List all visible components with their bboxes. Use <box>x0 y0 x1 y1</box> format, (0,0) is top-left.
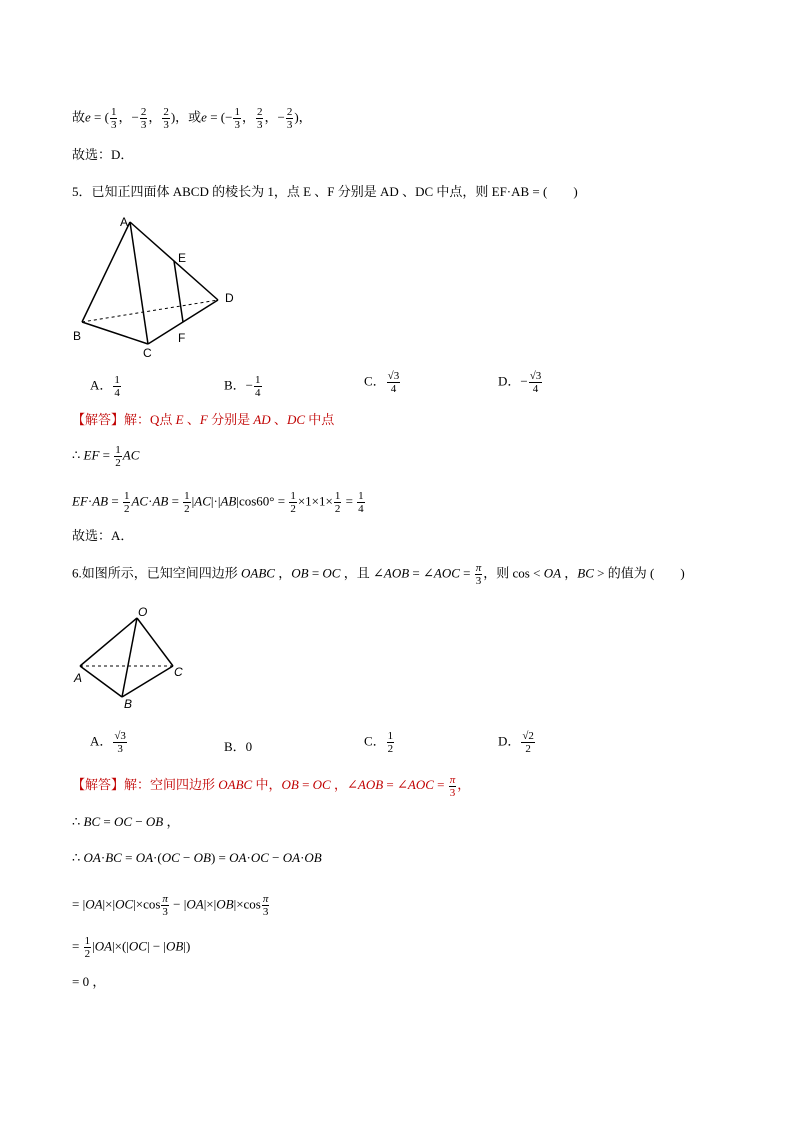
fig6-label-O: O <box>138 605 148 619</box>
q6-solution-step2: ∴ OA·BC = OA·(OC − OB) = OA·OC − OA·OB <box>72 850 322 865</box>
q6-option-b: B．0 <box>224 739 253 754</box>
q6-solution-head: 【解答】解：空间四边形 OABC 中，OB = OC ，∠AOB = ∠AOC = $\frac{\pi}{3}$ ， <box>72 774 471 799</box>
q5-option-d: D．− $\frac{√3}{4}$ <box>498 370 542 395</box>
fig5-label-E: E <box>178 251 187 265</box>
fig6-label-C: C <box>174 665 183 679</box>
fig6-label-A: A <box>74 671 83 685</box>
q5-solution-step1: ∴ EF = $\frac{1}{2}$ AC <box>72 444 140 469</box>
fig6-label-B: B <box>124 697 133 711</box>
question-6: 6.如图所示，已知空间四边形 OABC ，OB = OC ，且 ∠AOB = ∠AOC = $\frac{\pi}{3}$ ，则 cos < OA ，BC > 的值为 ( ) <box>72 562 685 587</box>
space-quadrilateral-figure <box>70 604 200 712</box>
q6-option-d: D． $\frac{√2}{2}$ <box>498 730 534 755</box>
fig5-label-D: D <box>225 291 234 305</box>
q6-solution-step1: ∴ BC = OC − OB ， <box>72 814 180 829</box>
q5-option-c: C． $\frac{√3}{4}$ <box>364 370 400 395</box>
answer-choice-line: 故选：D． <box>72 147 134 162</box>
q5-solution-step2: EF·AB = $\frac{1}{2}$ AC·AB = $\frac{1}{2}$ |AC|·|AB|cos60° = $\frac{1}{2}$ ×1×1× $\frac{1}{2}$ = $\frac{1}{4}$ <box>72 490 364 515</box>
q6-solution-step5: = 0 ， <box>72 974 106 989</box>
fig5-label-B: B <box>73 329 82 343</box>
question-5: 5．已知正四面体 ABCD 的棱长为 1，点 E 、F 分别是 AD 、DC 中点，则 EF·AB = ( ) <box>72 184 578 199</box>
q5-answer: 故选：A． <box>72 528 134 543</box>
fig5-label-A: A <box>120 215 129 229</box>
q5-option-a: A． $\frac{1}{4}$ <box>90 374 120 399</box>
q6-solution-step4: = $\frac{1}{2}$ |OA|×(|OC| − |OB|) <box>72 935 191 960</box>
q5-solution-head: 【解答】解：Q点 E 、F 分别是 AD 、DC 中点 <box>72 412 335 427</box>
q6-solution-step3: = |OA|×|OC|×cos $\frac{\pi}{3}$ − |OA|×|OB|×cos $\frac{\pi}{3}$ <box>72 893 269 918</box>
q5-option-b: B．− $\frac{1}{4}$ <box>224 374 261 399</box>
tetrahedron-figure <box>70 212 250 362</box>
solution-prev-vector-line: 故e = ( $\frac{1}{3}$ ，− $\frac{2}{3}$ ， $\frac{2}{3}$ )，或e = (− $\frac{1}{3}$ ， $\frac{2}{3}$ ，− $\frac{2}{3}$ )， <box>72 106 312 131</box>
q6-option-a: A． $\frac{√3}{3}$ <box>90 730 126 755</box>
q6-option-c: C． $\frac{1}{2}$ <box>364 730 394 755</box>
fig5-label-F: F <box>178 331 186 345</box>
fig5-label-C: C <box>143 346 152 360</box>
